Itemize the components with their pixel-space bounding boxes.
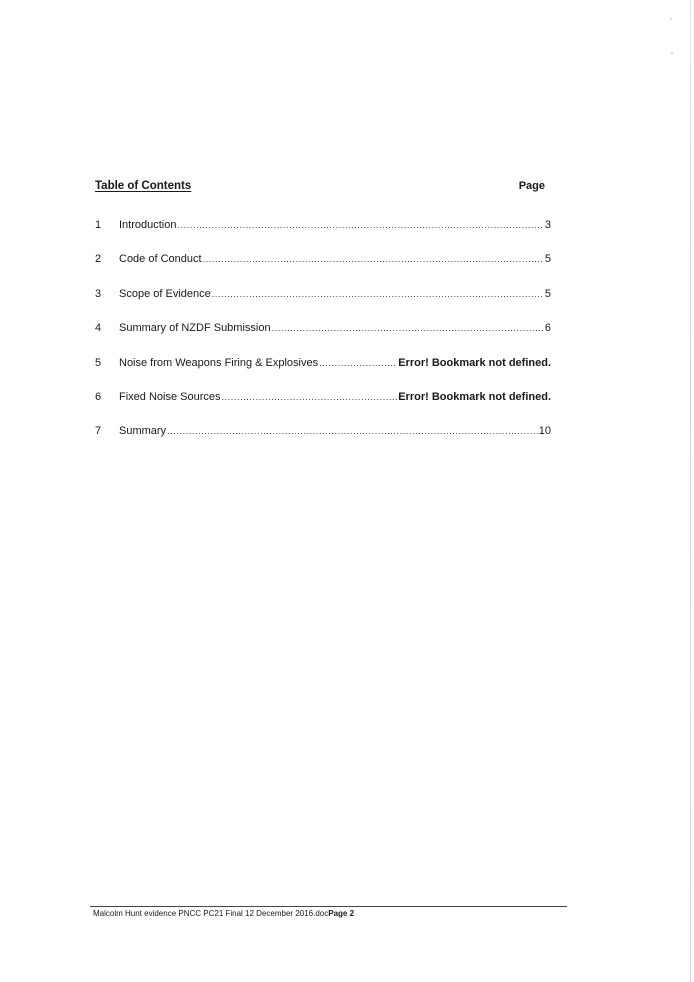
toc-entry-number: 6 [95, 390, 102, 403]
footer-document-name: Malcolm Hunt evidence PNCC PC21 Final 12 December 2016.doc [93, 909, 329, 918]
toc-entry-number: 5 [95, 356, 102, 369]
toc-entry-number: 7 [95, 425, 102, 438]
toc-page-column-label: Page [518, 180, 545, 192]
toc-entry-page: 5 [544, 253, 551, 266]
toc-dot-leader [319, 355, 397, 366]
toc-entry-title: Scope of Evidence [119, 287, 211, 300]
toc-entry-fixed-noise-sources[interactable] [95, 389, 551, 403]
scan-edge-shadow [690, 0, 691, 982]
toc-dot-leader [212, 286, 544, 297]
toc-entry-title: Noise from Weapons Firing & Explosives [119, 356, 319, 369]
toc-entry-title: Introduction [119, 219, 177, 231]
scan-speck [670, 18, 672, 20]
toc-entry-noise-from-weapons[interactable] [95, 355, 551, 369]
toc-entry-number: 3 [95, 287, 102, 300]
toc-entry-number: 4 [95, 322, 102, 335]
toc-entry-number: 1 [95, 219, 102, 231]
toc-title: Table of Contents [95, 180, 192, 192]
toc-entry-summary-of-nzdf-submission[interactable] [95, 320, 551, 334]
toc-entry-page: 6 [544, 322, 551, 335]
footer-page-number: Page 2 [328, 909, 355, 918]
toc-dot-leader [203, 251, 544, 262]
toc-entry-title: Summary of NZDF Submission [119, 322, 271, 335]
toc-entry-title: Summary [119, 425, 167, 438]
toc-entry-scope-of-evidence[interactable] [95, 286, 551, 300]
toc-dot-leader [167, 423, 538, 434]
page-footer [93, 909, 354, 918]
toc-entry-summary[interactable] [95, 423, 551, 437]
toc-header [95, 180, 550, 196]
toc-entry-page: 3 [544, 219, 551, 231]
footer-divider [90, 906, 567, 907]
toc-dot-leader [177, 217, 543, 228]
toc-entry-page-error: Error! Bookmark not defined. [398, 356, 551, 369]
toc-entry-code-of-conduct[interactable] [95, 251, 551, 265]
toc-entry-page: 10 [538, 425, 551, 438]
toc-entry-title: Fixed Noise Sources [119, 390, 221, 403]
toc-list [95, 217, 551, 458]
toc-dot-leader [272, 320, 544, 331]
toc-entry-title: Code of Conduct [119, 253, 202, 266]
toc-entry-number: 2 [95, 253, 102, 266]
scan-speck [671, 52, 673, 54]
toc-entry-page-error: Error! Bookmark not defined. [398, 390, 551, 403]
toc-entry-page: 5 [544, 287, 551, 300]
toc-entry-introduction[interactable] [95, 217, 551, 231]
toc-dot-leader [222, 389, 398, 400]
